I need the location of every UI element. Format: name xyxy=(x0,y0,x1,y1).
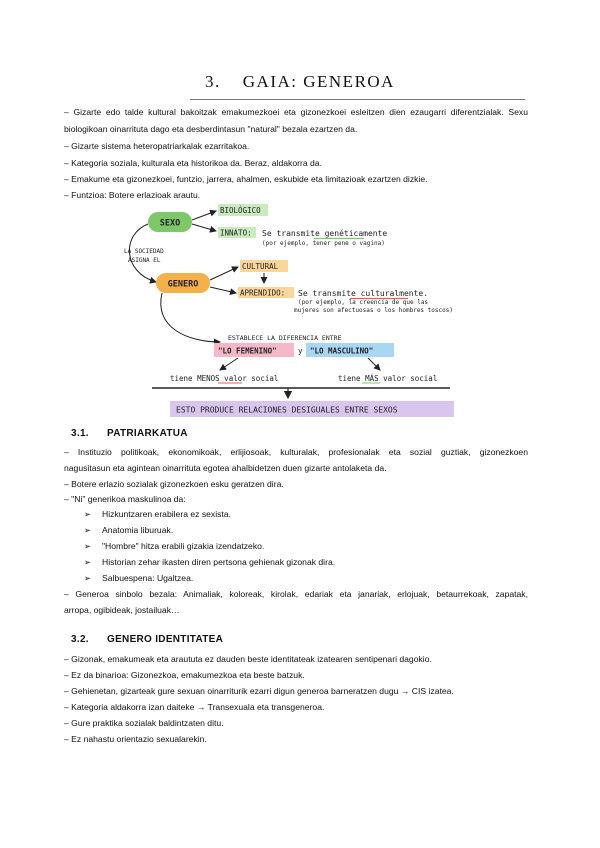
arrow-bullet-icon: ➢ xyxy=(84,509,92,519)
section-2-title: GENERO IDENTITATEA xyxy=(107,634,224,645)
section-1-p2: – Botere erlazio sozialak gizonezkoen esku geratzen dira. xyxy=(64,479,284,489)
section-2-line-3: – Gehienetan, gizarteak gure sexuan oinarriturik ezarri digun generoa barneratzen dugu → CIS izatea. xyxy=(64,686,454,696)
cultural-label: CULTURAL xyxy=(242,262,279,271)
chapter-title: GAIA: GENEROA xyxy=(242,72,395,91)
list-item: ➢ "Hombre" hitza erabili gizakia izendatzeko. xyxy=(84,539,264,555)
section-1-p4-line-1: – Generoa sinbolo bezala: Animaliak, koloreak, kirolak, edariak eta janariak, erlojuak, betaurrekoak, zapatak, xyxy=(64,589,528,599)
list-item: ➢ Salbuespena: Ugaltzea. xyxy=(84,571,193,587)
biologico-label: BIOLÓGICO xyxy=(220,206,261,215)
chapter-number: 3. xyxy=(205,72,221,91)
intro-line-5: – Emakume eta gizonezkoei, funtzio, jarrera, ahalmen, eskubide eta limitazioak ezartzen dizkie. xyxy=(64,174,428,184)
list-item: ➢ Historian zehar ikasten diren pertsona gehienak gizonak dira. xyxy=(84,555,335,571)
arrow-genero-diferencia xyxy=(161,293,220,342)
intro-line-6: – Funtzioa: Botere erlazioak arautu. xyxy=(64,190,201,200)
arrow-bullet-icon: ➢ xyxy=(84,557,92,567)
section-1-p1-line-1: – Instituzio politikoak, ekonomikoak, erlijiosoak, kulturalak, profesionalak eta sozial guztiak, gizonezkoen xyxy=(64,447,528,457)
la-sociedad-label: LA SOCIEDAD xyxy=(124,248,164,255)
sexo-genero-diagram xyxy=(118,200,458,422)
arrow-bullet-icon: ➢ xyxy=(84,525,92,535)
section-2-heading xyxy=(71,634,223,645)
list-item: ➢ Hizkuntzaren erabilera ez sexista. xyxy=(84,507,231,523)
mas-label: tiene MÁS valor social xyxy=(338,374,438,383)
section-2-line-1: – Gizonak, emakumeak eta araututa ez dauden beste identitateak izatearen sentipenari dagokio. xyxy=(64,654,432,664)
intro-line-3: – Gizarte sistema heteropatriarkalak ezarritakoa. xyxy=(64,141,250,151)
arrow-genero-aprendido xyxy=(210,287,236,293)
intro-line-2: biologikoan oinarrituta dago eta desberdintasun "natural" bezala ezartzen da. xyxy=(64,124,358,134)
section-2-line-2: – Ez da binarioa: Gizonezkoa, emakumezkoa eta beste batzuk. xyxy=(64,670,305,680)
section-2-line-4: – Kategoria aldakorra izan daiteke → Transexuala eta transgeneroa. xyxy=(64,702,325,712)
intro-line-4: – Kategoria soziala, kulturala eta historikoa da. Beraz, aldakorra da. xyxy=(64,158,322,168)
y-label: y xyxy=(298,346,303,356)
aprendido-label: APRENDIDO: xyxy=(240,288,286,298)
section-1-p4-line-2: arropa, ogibideak, jostailuak… xyxy=(64,605,180,615)
list-item: ➢ Anatomia liburuak. xyxy=(84,523,173,539)
arrow-femenino-menos xyxy=(220,358,238,370)
asigna-el-label: ASIGNA EL xyxy=(128,257,161,264)
section-2-line-5: – Gure praktika sozialak baldintzaten ditu. xyxy=(64,718,224,728)
aprendido-text: Se transmite culturalmente. xyxy=(298,289,429,298)
section-2-line-6: – Ez nahastu orientazio sexualarekin. xyxy=(64,734,207,744)
section-1-title: PATRIARKATUA xyxy=(107,428,188,439)
arrow-bullet-icon: ➢ xyxy=(84,541,92,551)
arrow-sexo-biologico xyxy=(192,211,216,220)
arrow-genero-cultural xyxy=(210,267,238,280)
arrow-masculino-mas xyxy=(368,358,380,370)
arrow-sexo-innato xyxy=(192,224,216,231)
title-divider xyxy=(190,99,525,100)
aprendido-note-2: mujeres son afectuosas o los hombres toscos) xyxy=(294,307,453,314)
section-1-p1-line-2: nagusitasun eta agintean oinarrituta egotea ahalbidetzen duen gizarte antolaketa da. xyxy=(64,463,387,473)
genero-label: GENERO xyxy=(167,279,199,290)
page-title xyxy=(0,72,600,92)
establece-label: ESTABLECE LA DIFERENCIA ENTRE xyxy=(228,334,342,342)
innato-note: (por ejemplo, tener pene o vagina) xyxy=(262,240,385,247)
section-1-heading xyxy=(71,428,188,439)
section-1-p3: – "Ni" generikoa maskulinoa da: xyxy=(64,494,186,504)
aprendido-note-1: (por ejemplo, la creencia de que las xyxy=(298,299,429,306)
arrow-bullet-icon: ➢ xyxy=(84,573,92,583)
section-1-number: 3.1. xyxy=(71,428,89,439)
sexo-label: SEXO xyxy=(159,218,181,229)
section-2-number: 3.2. xyxy=(71,634,89,645)
femenino-label: "LO FEMENINO" xyxy=(218,346,277,356)
masculino-label: "LO MASCULINO" xyxy=(310,346,374,356)
menos-label: tiene MENOS valor social xyxy=(170,374,279,383)
innato-text: Se transmite genéticamente xyxy=(262,229,388,238)
intro-line-1: – Gizarte edo talde kultural bakoitzak emakumezkoei eta gizonezkoei esleitzen dien ezaugarri diferentzialak. Sexu xyxy=(64,107,528,117)
innato-label: INNATO: xyxy=(220,228,252,238)
produce-label: ESTO PRODUCE RELACIONES DESIGUALES ENTRE SEXOS xyxy=(176,405,398,415)
